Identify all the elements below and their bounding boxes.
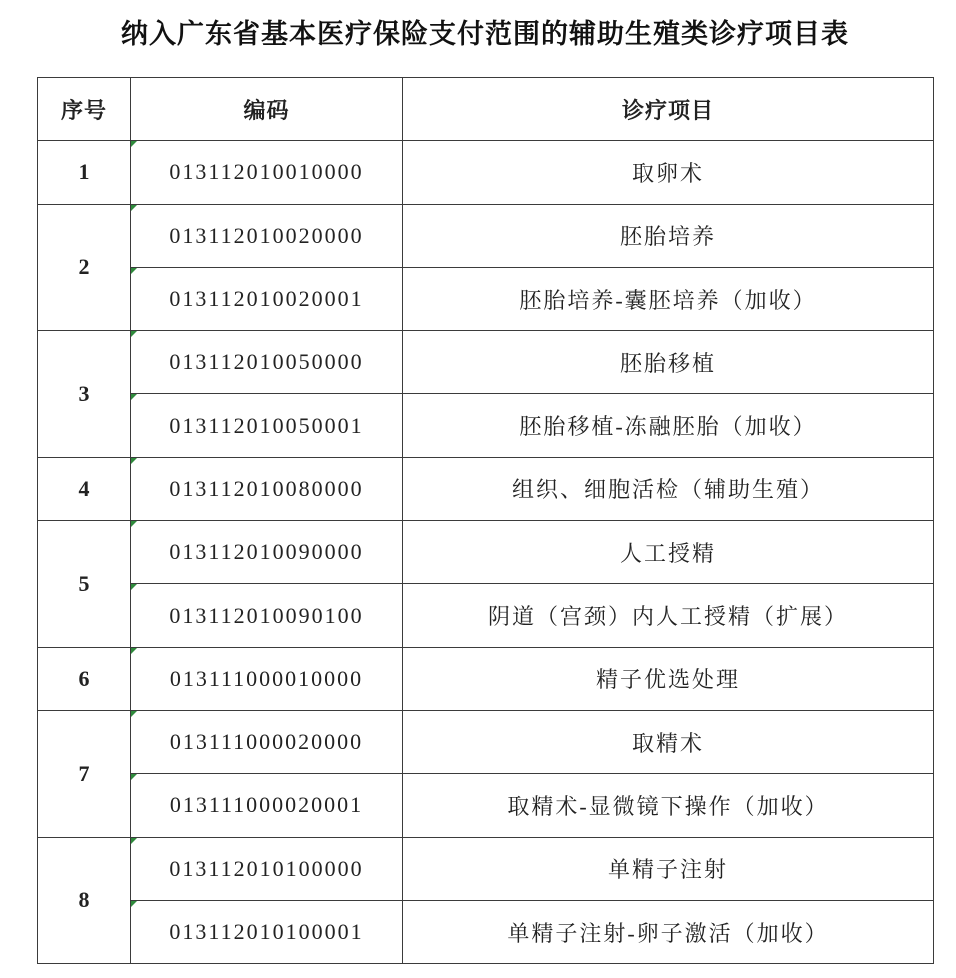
item-name: 组织、细胞活检（辅助生殖）: [403, 457, 934, 520]
item-name: 阴道（宫颈）内人工授精（扩展）: [403, 584, 934, 647]
item-code: 013112010100001: [131, 900, 403, 963]
item-code: 013112010100000: [131, 837, 403, 900]
item-code: 013112010080000: [131, 457, 403, 520]
row-number: 5: [38, 521, 131, 648]
row-number: 8: [38, 837, 131, 964]
table-row: [38, 331, 934, 394]
item-name: 取卵术: [403, 141, 934, 204]
table-row: [38, 457, 934, 520]
item-code: 013112010010000: [131, 141, 403, 204]
table-row: [38, 521, 934, 584]
row-number: 7: [38, 710, 131, 837]
table-row: [38, 141, 934, 204]
item-code: 013112010050000: [131, 331, 403, 394]
item-name: 胚胎移植: [403, 331, 934, 394]
item-name: 单精子注射-卵子激活（加收）: [403, 900, 934, 963]
table-row: [38, 204, 934, 267]
row-number: 4: [38, 457, 131, 520]
item-code: 013111000010000: [131, 647, 403, 710]
row-number: 6: [38, 647, 131, 710]
row-number: 3: [38, 331, 131, 458]
header-code: 编码: [131, 78, 403, 141]
item-name: 精子优选处理: [403, 647, 934, 710]
table-row: [38, 584, 934, 647]
table-row: [38, 647, 934, 710]
item-name: 胚胎培养-囊胚培养（加收）: [403, 267, 934, 330]
item-code: 013111000020000: [131, 710, 403, 773]
item-name: 取精术: [403, 710, 934, 773]
header-row: [38, 78, 934, 141]
table-row: [38, 394, 934, 457]
header-no: 序号: [38, 78, 131, 141]
items-table: [37, 77, 934, 964]
row-number: 2: [38, 204, 131, 331]
item-code: 013112010020000: [131, 204, 403, 267]
item-code: 013111000020001: [131, 774, 403, 837]
item-code: 013112010090100: [131, 584, 403, 647]
table-row: [38, 267, 934, 330]
item-code: 013112010090000: [131, 521, 403, 584]
table-row: [38, 774, 934, 837]
item-name: 人工授精: [403, 521, 934, 584]
item-name: 单精子注射: [403, 837, 934, 900]
item-code: 013112010050001: [131, 394, 403, 457]
item-name: 胚胎培养: [403, 204, 934, 267]
item-name: 取精术-显微镜下操作（加收）: [403, 774, 934, 837]
table-row: [38, 900, 934, 963]
table-row: [38, 837, 934, 900]
row-number: 1: [38, 141, 131, 204]
table-row: [38, 710, 934, 773]
item-name: 胚胎移植-冻融胚胎（加收）: [403, 394, 934, 457]
item-code: 013112010020001: [131, 267, 403, 330]
header-item: 诊疗项目: [403, 78, 934, 141]
page-title: 纳入广东省基本医疗保险支付范围的辅助生殖类诊疗项目表: [121, 19, 849, 50]
